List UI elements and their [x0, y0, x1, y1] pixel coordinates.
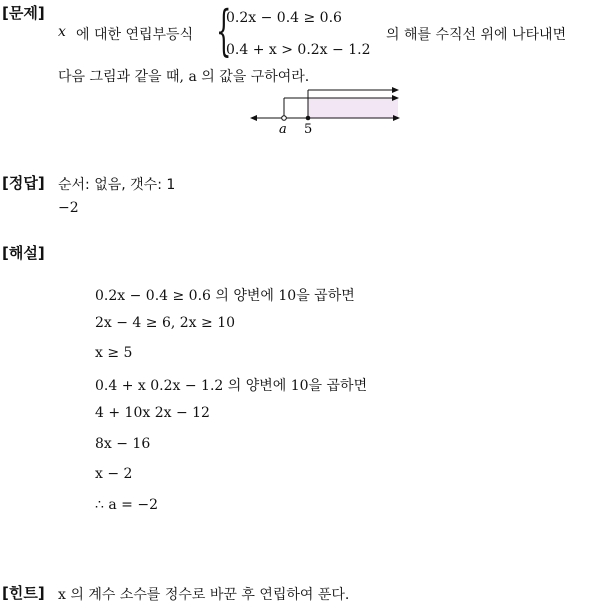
problem-line-2: 다음 그림과 같을 때, a 의 값을 구하여라. — [58, 69, 310, 85]
explanation-line-5: 4 + 10x 2x − 12 — [95, 405, 210, 421]
problem-intro: 에 대한 연립부등식 — [76, 27, 194, 43]
closed-point-5 — [306, 116, 311, 121]
inequality-system — [216, 0, 371, 64]
explanation-line-8: ∴ a = −2 — [95, 497, 158, 513]
bracket-5-arrow — [392, 87, 399, 93]
explanation-line-6: 8x − 16 — [95, 436, 151, 452]
hint-label: [힌트] — [2, 584, 45, 602]
hint-text: x 의 계수 소수를 정수로 바꾼 후 연립하여 푼다. — [58, 587, 350, 603]
variable-x: x — [58, 24, 66, 40]
explanation-line-7: x − 2 — [95, 466, 133, 482]
inequality-2: 0.4 + x > 0.2x − 1.2 — [226, 42, 371, 58]
answer-value: −2 — [58, 200, 79, 216]
answer-label: [정답] — [2, 174, 45, 192]
label-a: a — [279, 122, 287, 137]
inequality-1: 0.2x − 0.4 ≥ 0.6 — [226, 10, 342, 26]
left-brace: { — [216, 0, 232, 62]
number-line-figure — [248, 84, 408, 140]
solution-shading — [308, 98, 398, 118]
explanation-line-1: 0.2x − 0.4 ≥ 0.6 의 양변에 10을 곱하면 — [95, 288, 355, 304]
open-point-a — [282, 116, 287, 121]
problem-after-system: 의 해를 수직선 위에 나타내면 — [386, 27, 567, 43]
explanation-label: [해설] — [2, 244, 45, 262]
axis-left-arrow — [250, 115, 257, 121]
answer-meta: 순서: 없음, 갯수: 1 — [58, 177, 176, 193]
explanation-line-4: 0.4 + x 0.2x − 1.2 의 양변에 10을 곱하면 — [95, 378, 368, 394]
explanation-line-2: 2x − 4 ≥ 6, 2x ≥ 10 — [95, 315, 236, 331]
label-5: 5 — [304, 122, 313, 137]
explanation-line-3: x ≥ 5 — [95, 345, 133, 361]
problem-label: [문제] — [2, 4, 45, 22]
